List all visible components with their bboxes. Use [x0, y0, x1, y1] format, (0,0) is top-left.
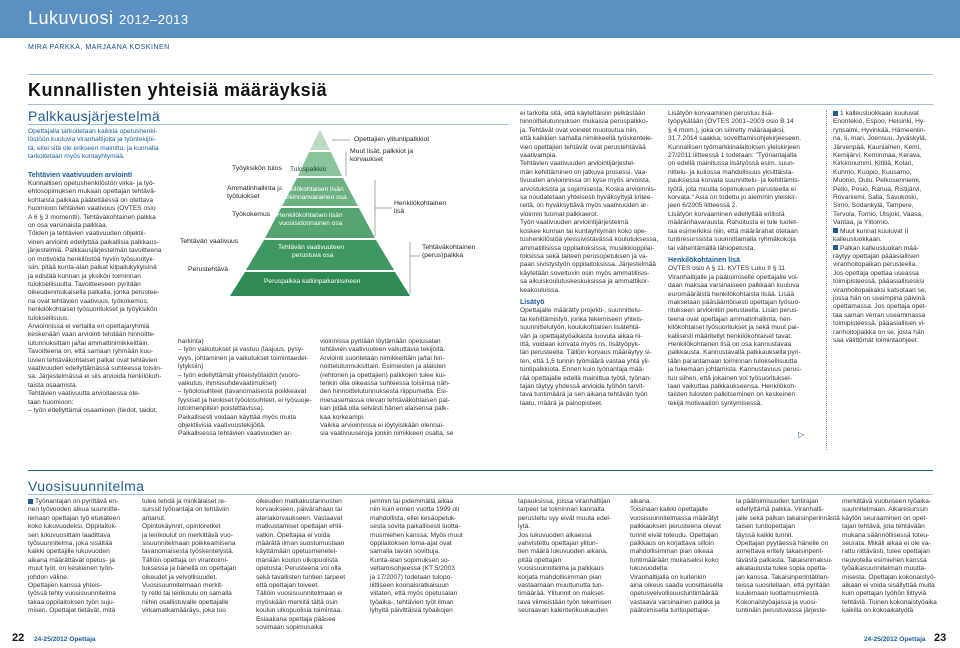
footer-right: 24-25/2012 Opettaja [864, 636, 926, 643]
continue-arrow-icon: ▷ [798, 430, 805, 439]
sidebar-line: taa saman verran useammassa [833, 311, 926, 319]
tier-label-tv2: perustuva osa [292, 252, 334, 259]
sidebar-line: Palkan kalleusluokan mää- [833, 245, 938, 253]
sidebar-line: Muonio, Oulu, Pelkosenniemi, [833, 177, 921, 185]
page-header-title: Lukuvuosi 2012–2013 [28, 8, 189, 28]
vuosi-column-7: la päätoimisuuden tuntirajan edellyttämä palkka. Viranhalti- jalle sekä palkan takaisinperinnästä taisen tuntiopettajan täyssä kaikki tunnit. Opettajan pyytäessä hänelle on annettava eritely takaisinperit- tävästä palkasta. Takaisinmaksu- aikataulusta tulee sopia opetta- jan kanssa. Takaisinperintätilan- teissa suositellaan, että pyritään kuulemaan luottamusmiestä. Kokonaistyöajassa ja vuosi- tuntinäin perustuvassa järjeste- [736, 498, 840, 615]
authors: MIRA PARKKA, MARJAANA KOSKINEN [28, 44, 170, 51]
sidebar-line: toimipisteessä, pääasiallisen vi- [833, 320, 926, 328]
tier-label-hl2: harkinnanvarainen osa [280, 194, 347, 201]
page-number-left: 22 [12, 632, 25, 644]
column-6-sidebar [826, 110, 938, 450]
sidebar-line: saa välittömät toimintaohjeet. [833, 336, 919, 344]
intro-paragraph: Opettajalla tarkoitetaan kaikkia opetushenki- löstöön kuuluvia viranhaltijoita ja työntekijöi- tä, ellei sitä ole erikseen mainittu, ja kunnalla tarkoitetaan myös kuntayhtymää. [28, 128, 159, 161]
sidebar-line: Jos opettaja opettaa useassa [833, 269, 919, 277]
pyramid-top [310, 130, 330, 150]
kalleusluokka-list [833, 110, 938, 345]
vuosi-column-3: oikeuden matkakustannusten korvaukseen, päivärahaan tai ateriakorvaukseen. Vastaavat matkustamiset opettajan ehtii- vatkin. Opettajaa ei voida määrätä ilman suostumustaan käyttämään opetusmenetel- mänään koulun ulkopuolista opetusta. Perusteena voi olla sekä tavallisten tuntien tarpeet että opettajan toiveet. Tällöin vuosisuunnitelmaan ei myöskään merkitä tältä osin koulun ulkopuolisia toimintaa. Esiaakana opettaja pääsee sovimaan sopimusaika [256, 498, 346, 632]
header-year: 2012–2013 [119, 12, 189, 27]
sidebar-line: 1 kalleusluokkaan kuuluvat [833, 110, 938, 118]
sidebar-line: viranhoitopaikan perusteella. [833, 261, 917, 269]
sidebar-line: Rovaniemi, Salla, Savukoski, [833, 194, 919, 202]
sidebar-line: Tervola, Tornio, Utsjoki, Vaasa, [833, 210, 923, 218]
sidebar-line: na, Ii, Inari, Joensuu, Jyväskylä, [833, 135, 927, 143]
sidebar-line: toimipisteessä, pääasiallisesksi [833, 278, 925, 286]
bullet-icon [833, 111, 838, 116]
bullet-icon [833, 245, 838, 250]
pay-pyramid-diagram [170, 128, 510, 328]
sidebar-line: räytyy opettajan pääasiallisen [833, 252, 920, 260]
sidebar-line: jossa hän on useimpina päivinä [833, 294, 926, 302]
label-ammatinhallinta: Ammatinhallinta ja työtulokset [227, 185, 283, 200]
sidebar-line: opettamassa. Jos opettaja opet- [833, 303, 927, 311]
sidebar-line: Enontekiö, Espoo, Helsinki, Hy- [833, 118, 926, 126]
vuosi-column-2: tulee tehdä ja minkälaiset re- surssit työnantaja on tehtäviin antanut. Opintokäynnit, opintoretket ja leirikoulut on merkittävä vuo- sisuunnitelmaan poikkeamisena tavanomaisesta työskentelystä. Tällöin opettaja on virantoimi- tuksessa ja hänellä on opettajan oikeudet ja velvollisuudet. Vuosisuunnitelmaan merkit- ty retki tai leirikoulu on samalla niihin osallistuvalle opettajalle virkamatkamääräys, joka tuo [142, 498, 237, 615]
sidebar-line: Järvenpää, Kauniainen, Kemi, [833, 143, 921, 151]
sidebar-line: Kuhmo, Kuopio, Kuusamo, [833, 168, 912, 176]
sidebar-line: Pello, Posio, Ranua, Ristijärvi, [833, 185, 922, 193]
vuosi-column-1: Työnantajan on pyrittävä en- nen työvuoden alkua suunnitte- lemaan opettajan työ etukäteen koko lukuvuodeksi. Oppilaitok- sen lukuvuosittain laadittava työsuunnitelma, joka sisältää kaikki opettajille lukuvuoden aikana määrättävät opetus- ja muut työt, on keskeinen työn- johdon väline. Opettajien kanssa yhteis- työssä tehty vuosisuunnitelma takaa oppilaitoksen työn suju- misen. Opettajat tietävät, mitä [28, 498, 121, 615]
label-tulos: Työyksikön tulos [232, 165, 282, 172]
tier-label-hl1: Henkilökohtaisen lisän [278, 186, 344, 193]
sidebar-line: viranhoitopaikaksi katsotaan se, [833, 286, 927, 294]
section-title-palkka: Palkkausjärjestelmä [28, 108, 161, 124]
bullet-icon [28, 499, 33, 504]
paragraph-4: Tehtävien vaativuutta arvioitaessa ote- taan huomioon: – työn edellyttämä osaaminen (tiedot, taidot, [28, 390, 158, 414]
sidebar-line: ranhoitopaikka on se, josta hän [833, 328, 925, 336]
footer-left: 24-25/2012 Opettaja [34, 636, 96, 643]
column-4: ei tarkoita sitä, että käytettäisiin pelkästään hinnoittelutunnuksen mukaisia peruspalkko- ja. Tehtävät ovat voineet muotoutua niin, että kaikkien samalla nimikkeellä työskentele- vien opettajien tehtävät ovat perustehtävää vaativampia. Tehtävien vaativuuden arviointijärjestel- män kehittäminen on jatkuva prosessi. Vaa- tivuuden arvioinnissa on kyse myös arvoista, arvostuksista ja sopimisesta. Koska arvioinnis- sa noudatetaan yhteisesti hyväksyttyjä kritee- reitä, on hyväksyttävä myös vaativuuden ar- vioinnin tuomat palkkaerot. Työn vaativuuden arviointijärjestelmä koskee kunnan tai kuntayhtymän koko ope- tushenkilöstöä yleissivistävässä koulutuksessa, ammatillisissa oppilaitoksissa, musiikkioppilai- toksissa sekä taiteen perusopetuksen ja va- paan sivistystyön oppilaitoksissa. Järjestelmää käytetään soveltuvin osin myös ammatillisis- sa aikuiskoulutuskeskuksissa ja ammattikor- keakouluissa. Lisätyö Opettajalle määrätty projekti-, suunnittelu- tai kehittämistyö, jonka tekemiseen yhteis- suunnittelutyön, koulukohtaisen lisätehtä- vän ja opettajatyöaikasta luovuta aikaa rii- ittä, voidaan korvata myös ns. lisätyöpyk- län perusteella. Tällöin korvaus määräytyy si- ten, että 1,5 tunnin työmäärä vastaa yhtä yli- tuntipalkkiota. Ennen kuin työnantaja mää- rää opettajalle edellä mainittua työtä, työnan- tajan täytyy yhdessä arvioida työhön tarvit- tava tuntimäärä ja sen aikana tehtävän työn laatu, määrä ja painopisteet. [520, 110, 662, 450]
sidebar-line: kalleusluokkaan. [833, 236, 882, 244]
sidebar-line: rynsalmi, Hyvinkää, Hämeenlin- [833, 126, 926, 134]
column-3: vioinnissa pyritään löytämään opetusalan tehtävien vaativuuteen vaikuttavia tekijöitä. Arviointi suoritetaan nimikkeittäin ja/tai hin- noittelutunnuksittain. Esimiesten ja alaisten (rehtorien ja opettajien) palkkojen tulee kui- tenkin olla oikeassa suhteessa toisiinsa näh- den hinnoittelutunnuksesta riippumatta. Esi- miesasemassa olevan tehtäväkohtaisen pal- kan pitää olla selvästi hänen alaisensa palk- kaa korkeampi. Vaikka arvioinnissa ei löytyisikään olennai- sia vaativuuseroja jonkin nimikkeen osalta, se [320, 338, 454, 438]
section-title-vuosi: Vuosisuunnitelma [28, 478, 145, 494]
section-rule [28, 124, 508, 125]
sidebar-line: Kemijärvi, Keminmaa, Kerava, [833, 152, 922, 160]
label-tehtavakohtainen: Tehtäväkohtainen (perus)palkka [422, 244, 476, 259]
column-2: harkinta) – työn vaikutukset ja vastuu (laajuus, pysy- vyys, johtaminen ja vaikutukset toimintaedel- lytyksiin) – työn edellyttämät yhteistyötaidot (vuoro- vaikutus, ihmissuhdevaatimukset) – työolosuhteet (tavanomaisesta poikkeavat fyysiset ja henkiset työolosuhteet, ei työsuoje- lutoimenpitein poistettavissa). Paikallisesti voidaan käyttää myös muita objektiivisia vaativuustekijöitä. Paikallisessa tehtävien vaativuuden ar- [178, 338, 312, 438]
paragraph-1: Kunnallisen opetushenkilöstön virka- ja työ- ehtosopimuksen mukaan opettajan tehtävä- kohtaista palkkaa päätettäessä on otettava huomioon tehtävien vaativuus (OVTES osio A 6 § 3 momentti). Tehtäväkohtainen palkka on osa varsinaista palkkaa. [28, 180, 156, 230]
tier-label-tv1: Tehtävän vaativuuteen [278, 244, 344, 251]
label-perustehtava: Perustehtävä [188, 266, 229, 273]
label-henkilokohtainen: Henkilökohtainen lisä [394, 200, 447, 215]
heading-henkilokohtainen: Henkilökohtainen lisä [668, 256, 740, 264]
heading-lisatyo: Lisätyö [520, 298, 545, 306]
label-vaativuus: Tehtävän vaativuus [180, 238, 239, 245]
tier-label-pp: Peruspalkka kalliinpaikanlisineen [264, 278, 361, 285]
column-5: Lisätyön korvaaminen perustuu lisä- työpykälään (OVTES 2001–2003 osio B 14 § 4 mom.), joka on siirretty määräajaksi, 31.7.2014 saakka, sovelttamisohjekirjeeseen. Kunnallisen työmarkkinalaitoksen yleiskirjeen 27/2011 liitteessä 1 todetaan: "Työnantajalla on edellä mainitussa lisätyössä esim. suun- nittelu- ja kuilossa mahdollisuus yksittäista- pauksessa korvata suunnittelu- ja kehittämis- työtä, jota muulla sopimuksen perusteella ei korvata." Asia on todettu jo aiemmin yleiskir- jeen 6/2005 liitteessä 2. Lisätyön korvaaminen edellyttää erillistä määränhavarausta. Rahoitusta ei tule tuotet- taa esimerkiksi niin, että määrärahat otetaan tuntiresurssista suunnittamalla ryhmäkokoja tai vähentämällä lähiopetusta. Henkilökohtainen lisä OVTES osio A § 11, KVTES Luku II § 11 Viranhaltijalle ja päätoimiselle opettajalle voi- daan maksaa varsinaiseen palkkaan kuuluva euromääräistä henkilökohtaista lisää. Lisää maksetaan pääsääntöisesti opettajan työsuo- ritukseen arviointiin perusteella. Lisän perus- teena ovat opettajan ammatinhallinta, hen- kilökohtaiset työsuoritukset ja sekä muut pai- kallisesti määritellyt henkilökohtaiset tavat. Henkilökohtainen lisä on osa kannustavaa palkkausta. Kannustavalla palkkauksella pyri- tään parantamaan toiminnan tuloksellisuutta ja tukemaan johtamista. Kannustavuus perus- tuu siihen, että jokainen voi työsuorituksel- laan vaikuttaa palkkaukseensa. Henkilökoh- taisten tulosten palkitseminen on keskeinen tekijä motivaation syntymisessä. [668, 110, 810, 450]
page-number-right: 23 [934, 632, 947, 644]
vuosi-rule [28, 494, 933, 495]
sidebar-line: Muut kunnat kuuluvat II [833, 228, 938, 236]
tier-label-tulospalkkio: Tulospalkkio [290, 166, 327, 173]
title-rule-bottom [28, 104, 933, 105]
label-tyokokemus: Työkokemus [232, 211, 271, 218]
paragraph-3: Arvioinnissa ei vertailla eri opettajaryhmiä keskenään vaan arviointi tehdään hinnoitte- lutunnuksittain ja/tai ammattinimikkeittäin. Tavoitteena on, että samaan ryhmään kuu- luvien tehtäväkohtaiset palkat ovat tehtävien vaativuuden edellyttämässä suhteessa toisiin- sa. Järjestelmässä ei siis arvioida henkilökoh- taista osaamista. [28, 322, 163, 389]
tier-label-hl4: vuosisidonnainen osa [279, 220, 343, 227]
tier-label-hl3: Henkilökohtaisen lisän [277, 212, 343, 219]
vuosi-column-8: merkittävä vuotuiseen työaika- suunnitelmaan. Aikaresurssin käytön seuraaminen on opet- tajan tehtävä, jota tehtävään mukana säännöllisessä toteu- seurata. Mikäli aikaa ei ole va- rattu riittävästi, tulee opettajan neuvotella esimiehen kanssa työaikasuunnitelman muutta- misesta. Opettajan kokonaistyö- aikaan ei voida sisällyttää muita kuin opettajan työhön liittyviä tehtäviä. Toinen kokonaistyöaika kaikilla on kokoaikatyötä [842, 498, 937, 615]
heading-vaativuus: Tehtävien vaativuuden arviointi [28, 171, 133, 179]
column-1 [28, 128, 164, 448]
sidebar-line: Kirkkonummi, Kittilä, Kolari, [833, 160, 914, 168]
label-ylitunti: Opettajien ylituntipalkkiot [354, 136, 430, 143]
label-muut-lisat: Muut lisät, palkkiot ja korvaukset [350, 148, 414, 163]
vuosi-rule-top [28, 470, 933, 471]
title-rule-top [28, 74, 933, 75]
paragraph-2: Töiden ja tehtävien vaativuuden objektii- vinen arviointi edellyttää paikallisia palkkaus- järjestelmiä. Palkkausjärjestelmän tavoitteena on motivoida henkilöstöä hyviin työsuoritук- siin, pitää kunta-alan palkat kilpailukykyisinä ja edistää kunnan ja yksikön toiminnan tuloksellisuutta. Tavoitteeseen pyritään oikeudenmukaisella palkalla, jonka perustee- na ovat tehtävien vaativuus, työkokemus, henkilökohtaiset työsuoritukset ja työyksikön tuloksellisuus. [28, 230, 162, 322]
sidebar-line: Vantaa, ja Ylitornio. [833, 219, 890, 227]
bullet-icon [833, 228, 838, 233]
vuosi-column-5: tapauksissa, joissa viranhaltijan tarpeet tai toiminnan kannalta perusteltu syy eivät muuta edel- lytä. Jos lukuvuoden alkaessa vahvistettu opettajan ylitun- tien määrä lukuvuoden aikana, pitää opettajan vuosisuunnitelma ja palkkaus korjata mahdollisimman pian vastaamaan muuttunutta tun- timäärää. Ylitunnit on makset- tava viimeistään työn tekemisen seuraavan kalenterikuukauden [518, 498, 612, 615]
article-title: Kunnallisten yhteisiä määräyksiä [28, 80, 328, 100]
vuosi-column-4: jemmin tai pidemmällä aikaa niin kuin ennen vuotta 1999 oli mahdollista, ellei kesäopetuk- sesta sovita paikallisesti luotta- musmiehen kanssa. Myös muut oppilaitoksen loma-ajat ovat samalla tavoin sovittuja. Kunta-alan sopimuksen so- veltamisohjeessa (KT 5/2003 ja 17/2007) todetaan tulopo- liittiseen koonaisratkaisuun viitaten, että myös opetusalan työaika-, tehtävien työt ilman lyhyitä päivittäisiä työaikojen [370, 498, 463, 615]
sidebar-line: Simo, Sodankylä, Tampere, [833, 202, 914, 210]
vuosi-column-6: aikana. Toisinaan kaikki opettajalle vuosisuunnitelmassa määrätyt palkkauksen perusteena olevat tunnit eivät toteudu. Opettajan palkkaus on korjattava silloin mahdollisimman pian oikeaa tuntimäärään mukaiseksi koko lukuvuodelta. Viranhaltijalla on kuitenkin aina oikeus saada vuosittaisella opetusvelvollisuustuntimäärää vastaava varsinainen palkka ja päätoimisella tuntiopettajal- [630, 498, 723, 615]
